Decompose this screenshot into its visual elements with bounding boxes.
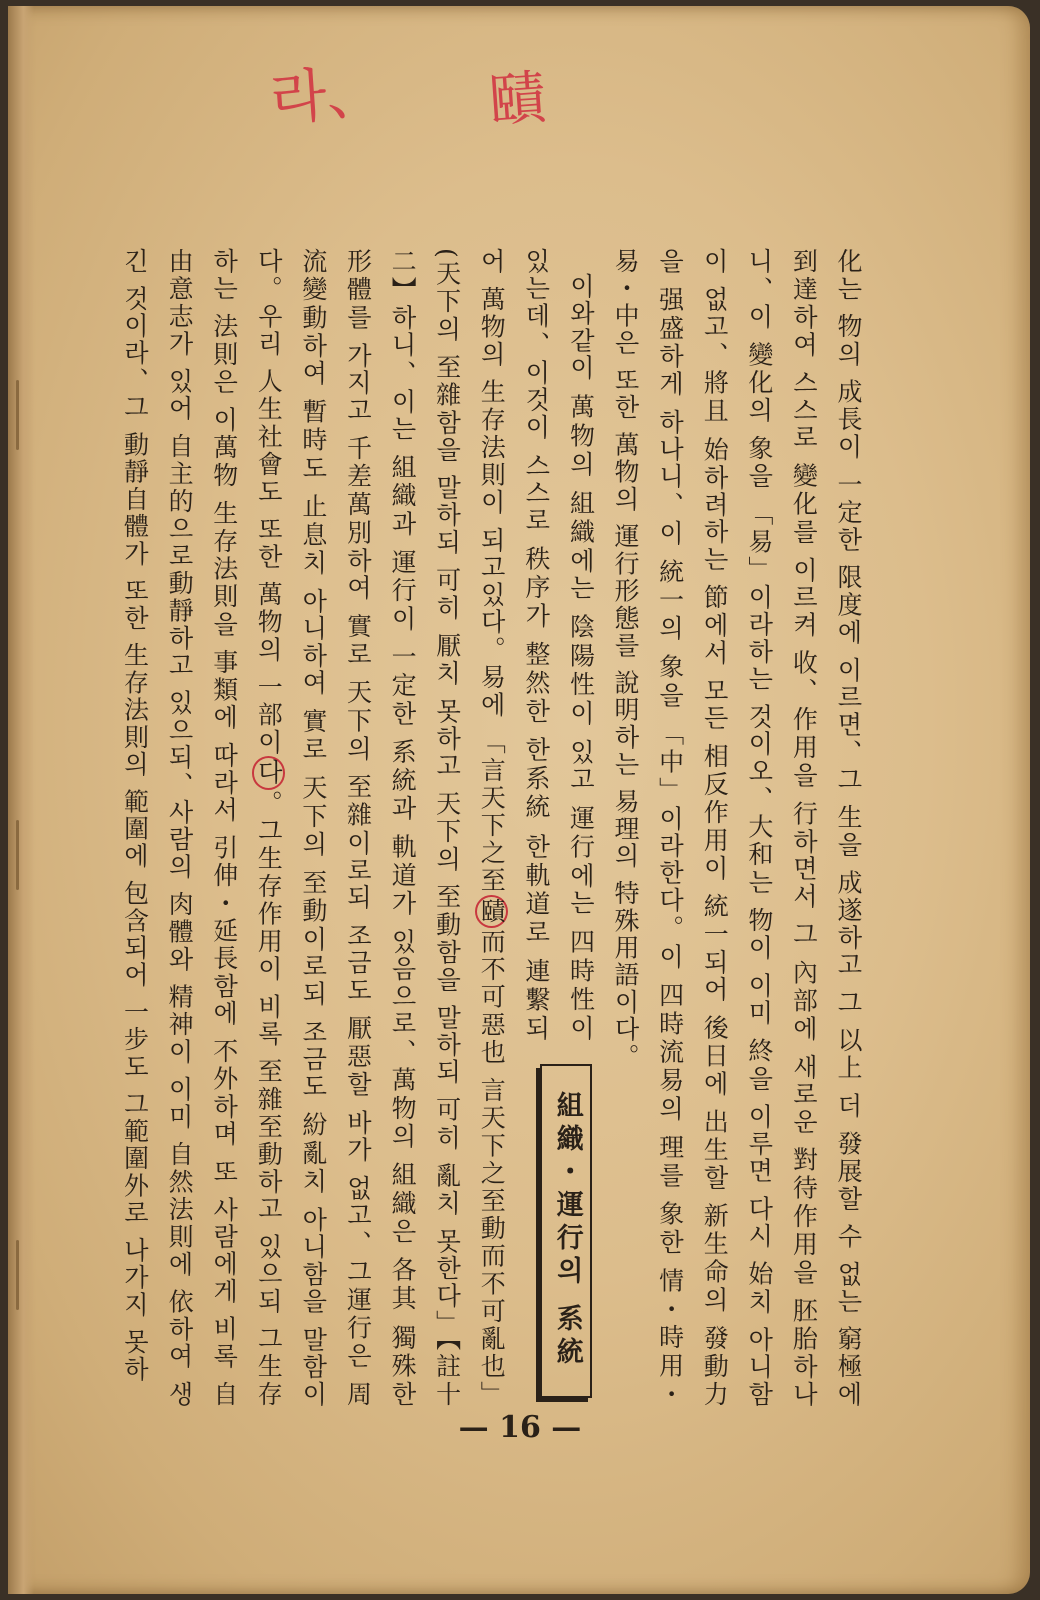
handwritten-annotation-left: 라、 [268, 57, 387, 133]
paragraph-2-part-a: 이와같이 萬物의 組織에는 陰陽性이 있고 運行에는 四時性이 있는데、이것이 스스로 秩序가 整然한 한系統 한軌道로 連繫되어 萬物의 生存法則이 되고있다。易에 「言天下之至 [477, 248, 596, 1042]
page-spine [8, 6, 34, 1594]
paragraph-1: 化는 物의 成長이 一定한 限度에 이르면、그 生을 成遂하고 그 以上 더 發展할 수 없는 窮極에 到達하여 스스로 變化를 이르켜 收、作用을 行하면서 그 內部에 새로운 對待作用을 胚胎하나니、이 變化의 象을 「易」이라하는 것이오、大和는 物이 이미 終을 이루면 다시 始치 아니함이 없고、將且 始하려하는 節에서 모든 相反作用이 統一되어 後日에 出生할 新生命의 發動力을 强盛하게 하나니、이 統一의 象을 「中」이라한다。이 四時流易의 理를 象한 情・時用・易・中은 또한 萬物의 運行形態를 說明하는 易理의 特殊用語이다。 [611, 248, 863, 1408]
page-number: — 16 — [458, 1410, 582, 1445]
paragraph-2 [112, 248, 603, 1408]
vertical-body-text [120, 248, 870, 1409]
section-heading: 組織・運行의 系統 [551, 1091, 583, 1371]
paragraph-2-part-b: 而不可惡也 言天下之至動而不可亂也」(天下의 至雜함을 말하되 可히 厭치 못하고 天下의 至動함을 말하되 可히 亂치 못한다」【註十二】하니、이는 組織과 運行이 一定한 系統과 軌道가 있음으로、萬物의 組織은 各其 獨殊한 形體를 가지고 千差萬別하여 實로 天下의 至雜이로되 조금도 厭惡할 바가 없고、그運行은 周流變動하여 暫時도 止息치 아니하여 實로 天下의 至動이로되 조금도 紛亂치 아니함을 말함이다。우리 人生社會도 또한 萬物의 一部이 [254, 248, 507, 1409]
binding-stitch [16, 820, 19, 890]
section-heading-box [540, 1064, 592, 1398]
paragraph-2-part-c: 。그生存作用이 비록 至雜至動하고 있으되 그生存하는 法則은 이萬物 生存法則을 事類에 따라서 引伸・延長함에 不外하며 또 사람에게 비록 自由意志가 있어 自主的으로動靜하고 있으되、사람의 肉體와 精神이 이미 自然法則에 依하여 생긴 것이라、그 動靜自體가 또한 生存法則의 範圍에 包含되어 一步도 그範圍外로 나가지 못하 [120, 248, 284, 1408]
handwritten-annotation-right: 賾 [486, 63, 549, 135]
circled-character-1: 賾 [475, 895, 508, 929]
circled-character-2: 다 [252, 756, 285, 789]
binding-stitch [16, 380, 19, 450]
binding-stitch [16, 1240, 19, 1310]
